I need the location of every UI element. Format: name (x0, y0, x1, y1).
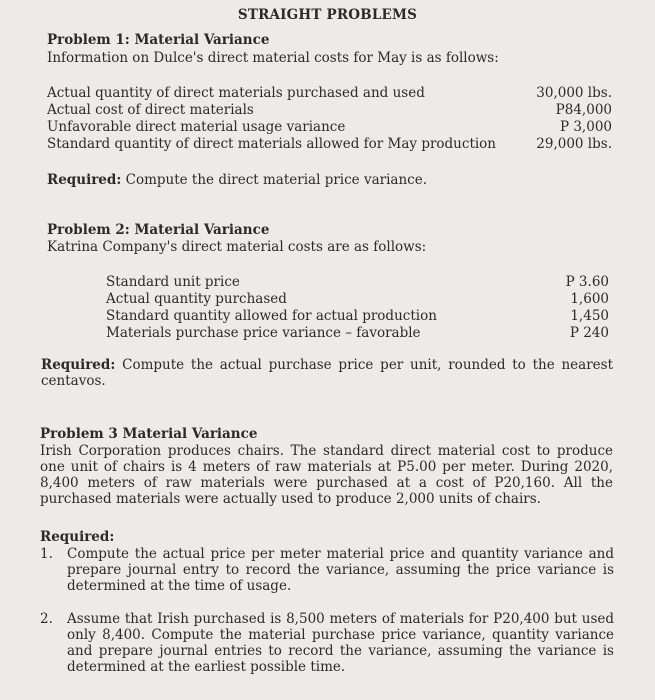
row-value: P 3.60 (565, 274, 609, 290)
row-label: Actual quantity of direct materials purchased and used (47, 85, 425, 101)
problem1-table (47, 85, 612, 153)
problem2-required (41, 357, 613, 389)
problem3-body: Irish Corporation produces chairs. The standard direct material cost to produce one unit of chairs is 4 meters of raw materials at P5.00 per meter. During 2020, 8,400 meters of raw materials were purchased at a cost of P20,160. All the purchased materials were actually used to produce 2,000 units of chairs. (40, 443, 613, 507)
page-title: STRAIGHT PROBLEMS (237, 7, 418, 23)
required-item (40, 546, 614, 594)
problem1-heading: Problem 1: Material Variance (47, 32, 270, 48)
row-value: 29,000 lbs. (536, 136, 612, 152)
item-number: 2. (40, 611, 53, 627)
required-text: Compute the actual purchase price per unit, rounded to the nearest centavos. (41, 357, 613, 389)
problem2-row (106, 325, 609, 342)
row-label: Standard unit price (106, 274, 240, 290)
problem3-required-label: Required: (40, 529, 115, 545)
problem2-row (106, 308, 609, 325)
problem2-row (106, 291, 609, 308)
row-label: Actual cost of direct materials (47, 102, 254, 118)
problem2-heading: Problem 2: Material Variance (47, 222, 270, 238)
row-value: P 240 (569, 325, 609, 341)
problem2-table (106, 274, 609, 342)
problem3-required-list (40, 546, 614, 675)
problem1-row (47, 102, 612, 119)
problem1-row (47, 119, 612, 136)
row-value: P84,000 (555, 102, 612, 118)
item-text: Compute the actual price per meter material price and quantity variance and prepare journal entry to record the variance, assuming the price variance is determined at the time of usage. (67, 546, 614, 594)
row-label: Standard quantity of direct materials allowed for May production (47, 136, 497, 152)
row-value: 30,000 lbs. (536, 85, 612, 101)
row-label: Standard quantity allowed for actual production (106, 308, 437, 324)
required-item (40, 611, 614, 675)
row-value: 1,450 (570, 308, 609, 324)
item-text: Assume that Irish purchased is 8,500 meters of materials for P20,400 but used only 8,400. Compute the material purchase price variance, quantity variance and prepare journal entries to record the variance, assuming the variance is determined at the earliest possible time. (67, 611, 614, 675)
required-label: Required: (41, 357, 116, 373)
problem1-required (47, 172, 427, 188)
problem1-row (47, 136, 612, 153)
row-label: Unfavorable direct material usage variance (47, 119, 346, 135)
problem1-row (47, 85, 612, 102)
row-value: 1,600 (570, 291, 609, 307)
row-label: Materials purchase price variance – favorable (106, 325, 421, 341)
problem3-heading: Problem 3 Material Variance (40, 426, 258, 442)
row-value: P 3,000 (559, 119, 612, 135)
problem1-intro: Information on Dulce's direct material costs for May is as follows: (47, 50, 499, 66)
problem2-row (106, 274, 609, 291)
required-text: Compute the direct material price variance. (125, 172, 427, 188)
problem2-intro: Katrina Company's direct material costs are as follows: (47, 239, 427, 255)
item-number: 1. (40, 546, 53, 562)
required-label: Required: (47, 172, 122, 188)
row-label: Actual quantity purchased (106, 291, 287, 307)
